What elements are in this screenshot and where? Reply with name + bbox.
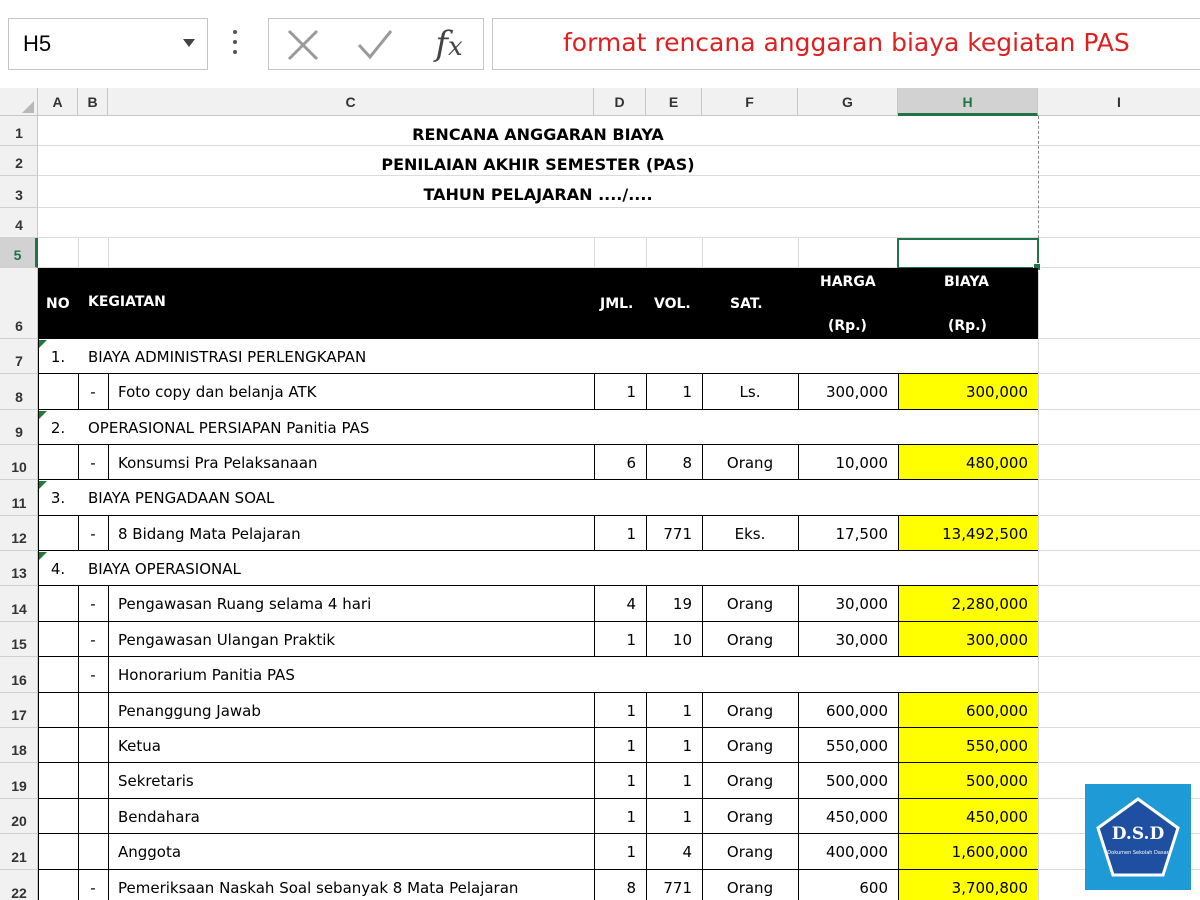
header-biaya-unit: (Rp.) bbox=[948, 318, 987, 334]
cell-no[interactable] bbox=[38, 586, 78, 622]
cell-vol[interactable]: 1 bbox=[682, 807, 692, 826]
cell-harga[interactable]: 30,000 bbox=[835, 630, 888, 649]
cell-biaya[interactable]: 450,000 bbox=[898, 799, 1038, 834]
header-jml: JML. bbox=[600, 296, 634, 312]
cell-sat[interactable]: Orang bbox=[726, 843, 774, 861]
header-sat: SAT. bbox=[730, 296, 763, 312]
row-header-6[interactable]: 6 bbox=[0, 268, 38, 339]
row-header-12[interactable]: 12 bbox=[0, 516, 38, 551]
cell-no[interactable] bbox=[38, 799, 78, 834]
column-header-b[interactable]: B bbox=[78, 88, 108, 116]
cell-vol[interactable]: 8 bbox=[682, 453, 692, 472]
cell-dash[interactable]: - bbox=[90, 383, 96, 401]
column-header-c[interactable]: C bbox=[108, 88, 594, 116]
close-icon[interactable] bbox=[283, 27, 323, 63]
cell-biaya[interactable]: 600,000 bbox=[898, 693, 1038, 728]
cell-dash[interactable]: - bbox=[90, 879, 96, 897]
cell-vol[interactable]: 771 bbox=[663, 524, 692, 543]
cell-kegiatan[interactable]: Foto copy dan belanja ATK bbox=[118, 383, 317, 401]
row-header-11[interactable]: 11 bbox=[0, 480, 38, 516]
cell-category-title[interactable]: BIAYA PENGADAAN SOAL bbox=[88, 489, 275, 507]
cell-vol[interactable]: 1 bbox=[682, 772, 692, 790]
cell-harga[interactable]: 400,000 bbox=[825, 843, 888, 861]
selected-cell-h5[interactable] bbox=[897, 238, 1039, 269]
header-harga-unit: (Rp.) bbox=[828, 318, 867, 334]
row-header-10[interactable]: 10 bbox=[0, 445, 38, 480]
row-header-2[interactable]: 2 bbox=[0, 146, 38, 176]
row-header-7[interactable]: 7 bbox=[0, 339, 38, 374]
cell-harga[interactable]: 600 bbox=[859, 879, 888, 897]
cell-biaya[interactable]: 1,600,000 bbox=[898, 834, 1038, 870]
cell-vol[interactable]: 1 bbox=[682, 701, 692, 720]
cell-no[interactable] bbox=[38, 622, 78, 657]
row-headers bbox=[0, 116, 38, 900]
cell-category-title[interactable]: BIAYA OPERASIONAL bbox=[88, 559, 241, 578]
cell-no[interactable] bbox=[38, 516, 78, 551]
cell-harga[interactable]: 500,000 bbox=[825, 772, 888, 790]
cell-vol[interactable]: 771 bbox=[663, 879, 692, 897]
cell-vol[interactable]: 4 bbox=[682, 843, 692, 861]
name-box[interactable] bbox=[8, 18, 208, 70]
cell-jml[interactable]: 1 bbox=[626, 772, 636, 790]
comment-marker-icon bbox=[39, 340, 47, 348]
cell-sat[interactable]: Orang bbox=[726, 772, 774, 790]
row-header-16[interactable]: 16 bbox=[0, 657, 38, 693]
cell-kegiatan[interactable]: Sekretaris bbox=[118, 772, 194, 790]
cell-kegiatan[interactable]: Pengawasan Ulangan Praktik bbox=[118, 630, 336, 649]
column-header-f[interactable]: F bbox=[702, 88, 798, 116]
cell-biaya[interactable]: 500,000 bbox=[898, 763, 1038, 799]
cell-jml[interactable]: 4 bbox=[626, 595, 636, 613]
cell-dash[interactable] bbox=[78, 799, 108, 834]
cell-dash[interactable]: - bbox=[90, 453, 96, 472]
comment-marker-icon bbox=[39, 481, 47, 489]
cell-dash[interactable]: - bbox=[90, 595, 96, 613]
cell-no[interactable] bbox=[38, 728, 78, 763]
cell-no[interactable]: 4. bbox=[50, 559, 66, 578]
cell-sat[interactable]: Orang bbox=[726, 736, 774, 755]
cell-kegiatan[interactable]: Honorarium Panitia PAS bbox=[118, 666, 295, 684]
row-header-21[interactable]: 21 bbox=[0, 834, 38, 870]
cell-vol[interactable]: 1 bbox=[682, 383, 692, 401]
header-kegiatan: KEGIATAN bbox=[88, 294, 166, 310]
cell-sat[interactable]: Orang bbox=[726, 595, 774, 613]
check-icon[interactable] bbox=[355, 27, 395, 63]
cell-kegiatan[interactable]: Pengawasan Ruang selama 4 hari bbox=[118, 595, 372, 613]
more-options-icon[interactable] bbox=[232, 30, 238, 60]
cell-harga[interactable]: 450,000 bbox=[825, 807, 888, 826]
cell-jml[interactable]: 1 bbox=[626, 383, 636, 401]
header-biaya: BIAYA bbox=[944, 274, 990, 290]
cell-vol[interactable]: 19 bbox=[672, 595, 692, 613]
name-box-value[interactable]: H5 bbox=[23, 31, 52, 56]
row-header-9[interactable]: 9 bbox=[0, 410, 38, 445]
header-vol: VOL. bbox=[654, 296, 691, 312]
row-header-15[interactable]: 15 bbox=[0, 622, 38, 657]
column-header-h[interactable]: H bbox=[898, 88, 1038, 116]
cell-biaya[interactable]: 13,492,500 bbox=[898, 516, 1038, 551]
cell-jml[interactable]: 1 bbox=[626, 701, 636, 720]
cell-dash[interactable] bbox=[78, 693, 108, 728]
insert-function-button[interactable] bbox=[425, 21, 473, 67]
cell-sat[interactable]: Orang bbox=[726, 701, 774, 720]
cell-no[interactable]: 3. bbox=[50, 489, 66, 507]
cell-dash[interactable] bbox=[78, 763, 108, 799]
row-header-14[interactable]: 14 bbox=[0, 586, 38, 622]
comment-marker-icon bbox=[39, 411, 47, 419]
row-header-18[interactable]: 18 bbox=[0, 728, 38, 763]
cell-sat[interactable]: Eks. bbox=[734, 524, 766, 543]
cell-jml[interactable]: 1 bbox=[626, 807, 636, 826]
cell-sat[interactable]: Orang bbox=[726, 453, 774, 472]
cell-kegiatan[interactable]: Bendahara bbox=[118, 807, 200, 826]
cell-category-title[interactable]: BIAYA ADMINISTRASI PERLENGKAPAN bbox=[88, 347, 367, 366]
cell-harga[interactable]: 550,000 bbox=[825, 736, 888, 755]
column-header-a[interactable]: A bbox=[38, 88, 78, 116]
cell-kegiatan[interactable]: Pemeriksaan Naskah Soal sebanyak 8 Mata Pelajaran bbox=[118, 879, 519, 897]
column-header-d[interactable]: D bbox=[594, 88, 646, 116]
cell-dash[interactable]: - bbox=[90, 630, 96, 649]
row-header-8[interactable]: 8 bbox=[0, 374, 38, 410]
formula-input[interactable] bbox=[492, 18, 1200, 70]
worksheet[interactable] bbox=[38, 116, 1200, 900]
cell-vol[interactable]: 10 bbox=[672, 630, 692, 649]
cell-harga[interactable]: 30,000 bbox=[835, 595, 888, 613]
formula-content[interactable]: format rencana anggaran biaya kegiatan PAS bbox=[563, 28, 1130, 57]
cell-sat[interactable]: Ls. bbox=[739, 383, 761, 401]
cell-sat[interactable]: Orang bbox=[726, 879, 774, 897]
cell-jml[interactable]: 1 bbox=[626, 736, 636, 755]
fx-icon-sub: x bbox=[447, 32, 463, 62]
cell-no[interactable] bbox=[38, 763, 78, 799]
column-header-e[interactable]: E bbox=[646, 88, 702, 116]
cell-no[interactable] bbox=[38, 834, 78, 870]
row-header-19[interactable]: 19 bbox=[0, 763, 38, 799]
cell-biaya[interactable]: 2,280,000 bbox=[898, 586, 1038, 622]
dsd-logo bbox=[1085, 784, 1191, 890]
cell-kegiatan[interactable]: 8 Bidang Mata Pelajaran bbox=[118, 524, 301, 543]
formula-buttons bbox=[268, 18, 484, 70]
column-headers bbox=[0, 88, 1200, 116]
cell-sat[interactable]: Orang bbox=[726, 807, 774, 826]
cell-jml[interactable]: 6 bbox=[626, 453, 636, 472]
cell-no[interactable]: 1. bbox=[50, 347, 66, 366]
cell-kegiatan[interactable]: Penanggung Jawab bbox=[118, 701, 261, 720]
cell-harga[interactable]: 600,000 bbox=[825, 701, 888, 720]
cell-biaya[interactable]: 550,000 bbox=[898, 728, 1038, 763]
cell-no[interactable] bbox=[38, 374, 78, 410]
column-header-i[interactable]: I bbox=[1117, 94, 1121, 110]
cell-dash[interactable]: - bbox=[90, 666, 96, 684]
cell-jml[interactable]: 1 bbox=[626, 524, 636, 543]
logo-text: D.S.D bbox=[1111, 824, 1165, 844]
row-header-20[interactable]: 20 bbox=[0, 799, 38, 834]
title-line-2: PENILAIAN AKHIR SEMESTER (PAS) bbox=[381, 155, 695, 174]
cell-jml[interactable]: 1 bbox=[626, 630, 636, 649]
cell-biaya[interactable]: 3,700,800 bbox=[898, 870, 1038, 900]
row-header-13[interactable]: 13 bbox=[0, 551, 38, 586]
title-line-1: RENCANA ANGGARAN BIAYA bbox=[412, 125, 664, 144]
fx-icon: f bbox=[435, 24, 448, 64]
row-header-3[interactable]: 3 bbox=[0, 176, 38, 208]
row-header-5[interactable]: 5 bbox=[0, 238, 38, 268]
cell-harga[interactable]: 10,000 bbox=[835, 453, 888, 472]
select-all-icon bbox=[22, 101, 34, 113]
logo-subtitle: Dokumen Sekolah Dasar bbox=[1107, 850, 1169, 856]
row-header-1[interactable]: 1 bbox=[0, 116, 38, 146]
cell-jml[interactable]: 8 bbox=[626, 879, 636, 897]
title-line-3: TAHUN PELAJARAN ..../.... bbox=[423, 185, 653, 204]
dropdown-arrow-icon[interactable] bbox=[183, 39, 195, 47]
header-no: NO bbox=[46, 296, 70, 312]
cell-no[interactable] bbox=[38, 693, 78, 728]
cell-no[interactable]: 2. bbox=[50, 418, 66, 437]
cell-kegiatan[interactable]: Anggota bbox=[118, 843, 182, 861]
cell-jml[interactable]: 1 bbox=[626, 843, 636, 861]
cell-biaya[interactable]: 300,000 bbox=[898, 374, 1038, 410]
cell-no[interactable] bbox=[38, 657, 78, 693]
row-header-4[interactable]: 4 bbox=[0, 208, 38, 238]
cell-dash[interactable] bbox=[78, 834, 108, 870]
cell-harga[interactable]: 17,500 bbox=[835, 524, 888, 543]
row-header-17[interactable]: 17 bbox=[0, 693, 38, 728]
cell-kegiatan[interactable]: Ketua bbox=[118, 736, 161, 755]
table-header bbox=[38, 268, 1038, 339]
cell-no[interactable] bbox=[38, 870, 78, 900]
cell-biaya[interactable]: 300,000 bbox=[898, 622, 1038, 657]
cell-sat[interactable]: Orang bbox=[726, 630, 774, 649]
column-header-g[interactable]: G bbox=[798, 88, 898, 116]
row-header-22[interactable]: 22 bbox=[0, 870, 38, 900]
cell-dash[interactable]: - bbox=[90, 524, 96, 543]
cell-kegiatan[interactable]: Konsumsi Pra Pelaksanaan bbox=[118, 453, 318, 472]
cell-harga[interactable]: 300,000 bbox=[825, 383, 888, 401]
cell-no[interactable] bbox=[38, 445, 78, 480]
select-all-button[interactable] bbox=[0, 88, 38, 116]
comment-marker-icon bbox=[39, 552, 47, 560]
formula-bar bbox=[0, 0, 1200, 88]
cell-biaya[interactable]: 480,000 bbox=[898, 445, 1038, 480]
cell-category-title[interactable]: OPERASIONAL PERSIAPAN Panitia PAS bbox=[88, 418, 370, 437]
cell-dash[interactable] bbox=[78, 728, 108, 763]
cell-vol[interactable]: 1 bbox=[682, 736, 692, 755]
header-harga: HARGA bbox=[820, 274, 876, 290]
